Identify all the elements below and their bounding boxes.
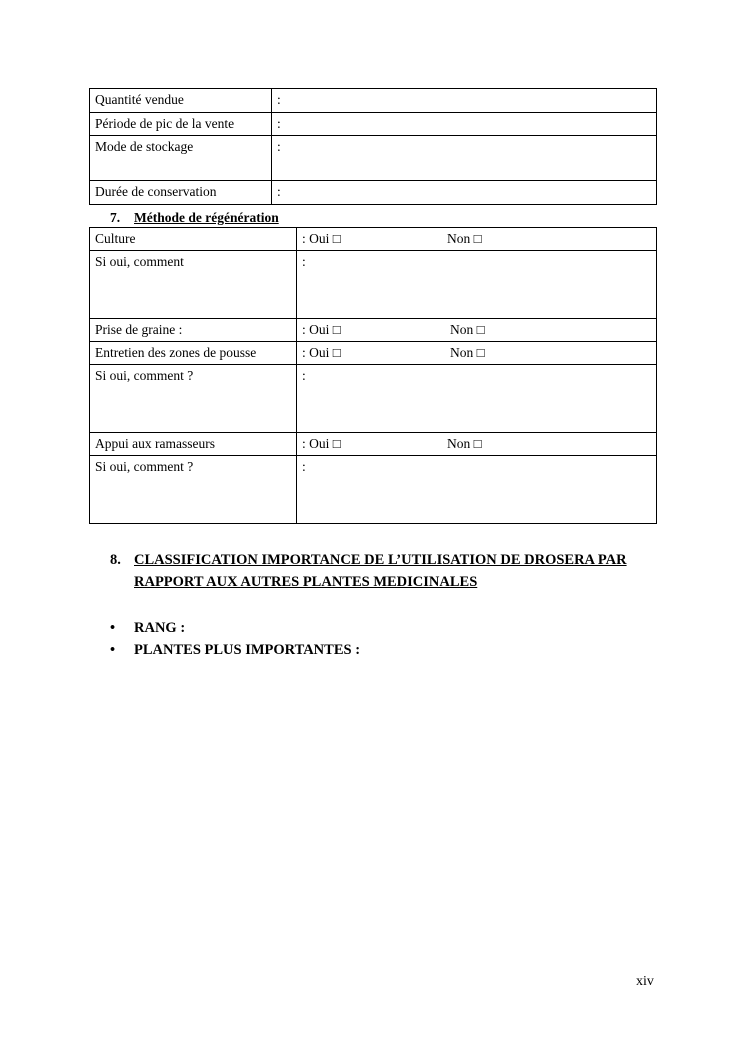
table-row xyxy=(90,136,657,181)
plantes-label: PLANTES PLUS IMPORTANTES : xyxy=(134,642,361,658)
oui-checkbox[interactable]: : Oui □ xyxy=(302,322,341,337)
section-number: 7. xyxy=(110,210,121,225)
rang-label: RANG : xyxy=(134,620,186,636)
row-value: : xyxy=(297,365,657,433)
row-value xyxy=(297,228,657,251)
non-checkbox[interactable]: Non □ xyxy=(447,231,482,246)
table-row xyxy=(90,113,657,136)
table-row xyxy=(90,342,657,365)
row-value xyxy=(297,319,657,342)
section-8-heading xyxy=(110,549,660,593)
row-value: : xyxy=(297,456,657,524)
oui-checkbox[interactable]: : Oui □ xyxy=(302,436,341,451)
row-value: : xyxy=(272,136,657,181)
bullet-icon: • xyxy=(110,620,116,636)
non-checkbox[interactable]: Non □ xyxy=(450,322,485,337)
bullet-list xyxy=(110,617,360,661)
oui-checkbox[interactable]: : Oui □ xyxy=(302,345,341,360)
non-checkbox[interactable]: Non □ xyxy=(447,436,482,451)
row-value: : xyxy=(272,89,657,113)
page-number: xiv xyxy=(636,974,654,989)
list-item xyxy=(110,617,360,639)
bullet-icon: • xyxy=(110,642,116,658)
row-value: : xyxy=(297,251,657,319)
table-row xyxy=(90,319,657,342)
section-title: Méthode de régénération xyxy=(134,210,279,225)
table-row xyxy=(90,89,657,113)
row-value: : xyxy=(272,113,657,136)
section-number: 8. xyxy=(110,552,121,568)
oui-checkbox[interactable]: : Oui □ xyxy=(302,231,341,246)
table-row xyxy=(90,365,657,433)
table-row xyxy=(90,181,657,205)
row-label: Si oui, comment ? xyxy=(90,456,297,524)
section-title: CLASSIFICATION IMPORTANCE DE L’UTILISATION DE DROSERA PAR RAPPORT AUX AUTRES PLANTES MEDICINALES xyxy=(134,552,627,590)
table-row xyxy=(90,228,657,251)
table-row xyxy=(90,251,657,319)
row-label: Quantité vendue xyxy=(90,89,272,113)
row-value xyxy=(297,433,657,456)
row-label: Culture xyxy=(90,228,297,251)
row-label: Entretien des zones de pousse xyxy=(90,342,297,365)
row-label: Si oui, comment ? xyxy=(90,365,297,433)
non-checkbox[interactable]: Non □ xyxy=(450,345,485,360)
row-label: Durée de conservation xyxy=(90,181,272,205)
row-label: Si oui, comment xyxy=(90,251,297,319)
table-row xyxy=(90,433,657,456)
row-label: Mode de stockage xyxy=(90,136,272,181)
sales-info-table xyxy=(89,88,657,205)
row-value: : xyxy=(272,181,657,205)
section-7-heading xyxy=(110,209,279,226)
table-row xyxy=(90,456,657,524)
regeneration-table xyxy=(89,227,657,524)
row-value xyxy=(297,342,657,365)
row-label: Appui aux ramasseurs xyxy=(90,433,297,456)
row-label: Prise de graine : xyxy=(90,319,297,342)
row-label: Période de pic de la vente xyxy=(90,113,272,136)
list-item xyxy=(110,639,360,661)
